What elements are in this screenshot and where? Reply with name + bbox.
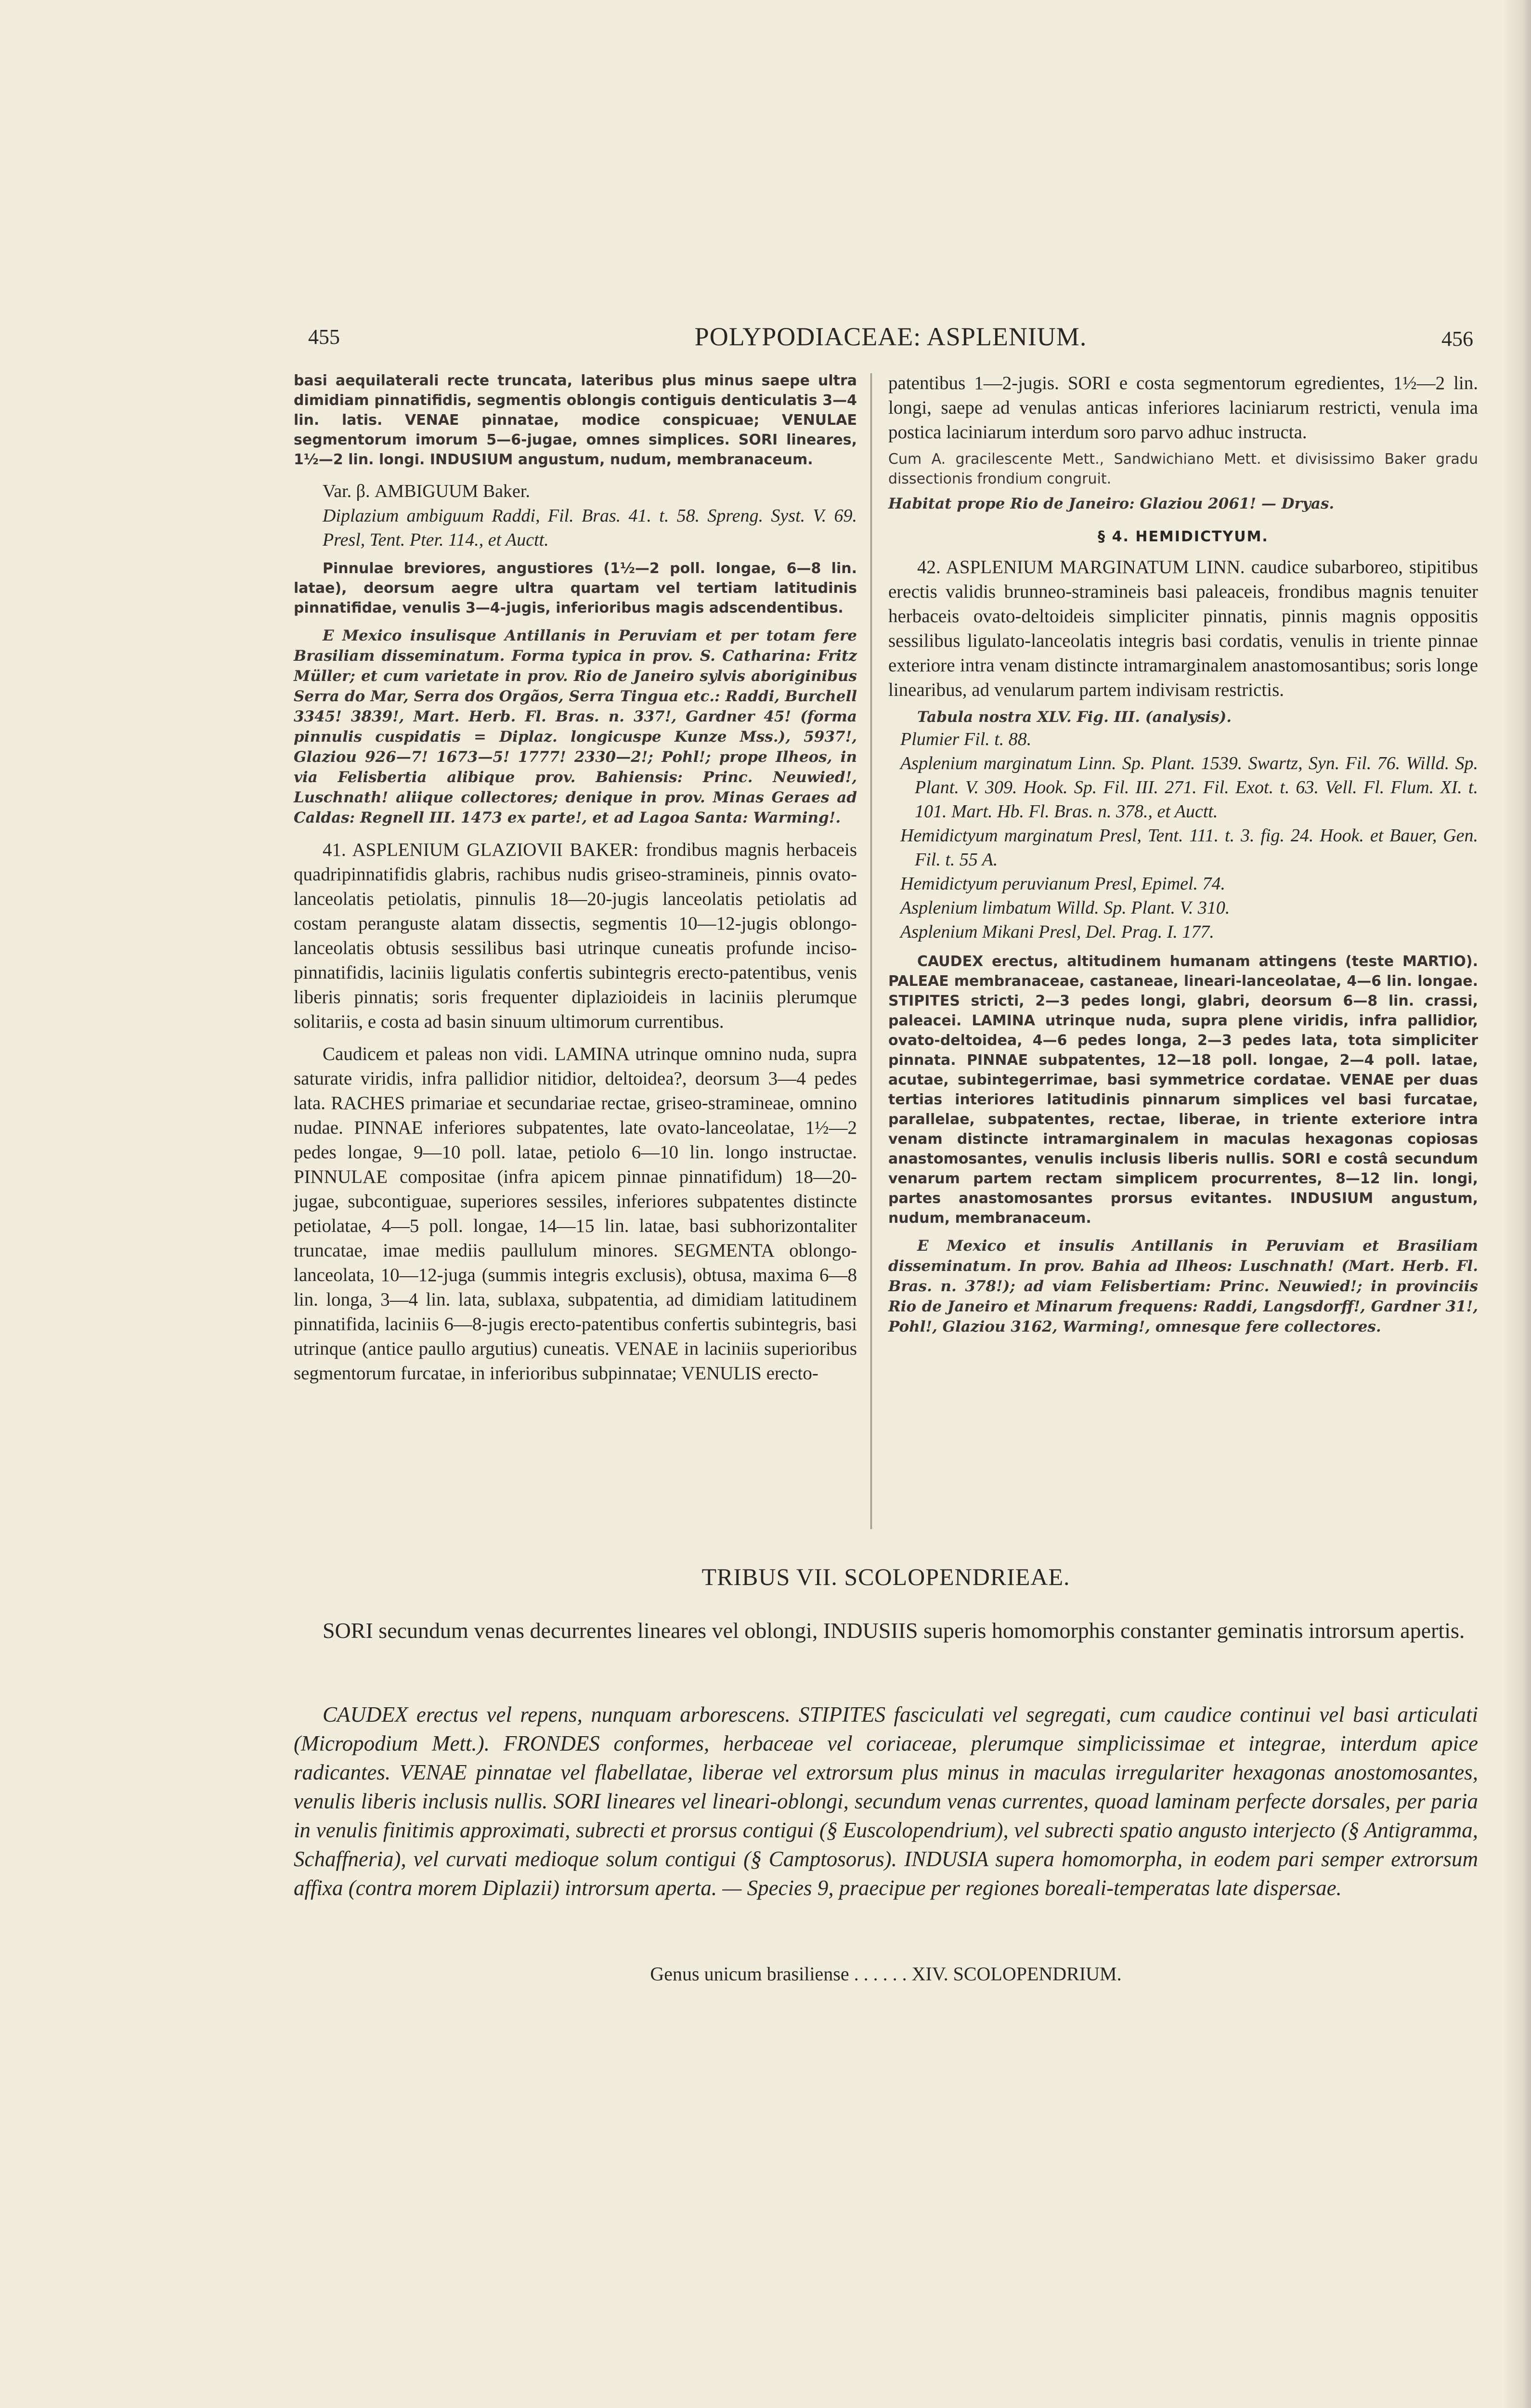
habitat: Habitat prope Rio de Janeiro: Glaziou 2061! — Dryas. (888, 495, 1335, 512)
right-column (888, 371, 1478, 1337)
synonym-entry: Hemidictyum marginatum Presl, Tent. 111. t. 3. fig. 24. Hook. et Bauer, Gen. Fil. t. 55 A. (900, 825, 1478, 870)
synonym-entry: Hemidictyum peruvianum Presl, Epimel. 74. (900, 874, 1226, 894)
species-41-description: Caudicem et paleas non vidi. LAMINA utrinque omnino nuda, supra saturate viridis, infra pallidior nitidior, deltoidea?, deorsum 3—4 pedes lata. RACHES primariae et secundariae rectae, griseo-stramineae, omnino nudae. PINNAE inferiores subpatentes, late ovato-lanceolatae, 1½—2 pedes longae, 9—10 poll. latae, petiolo 6—10 lin. longo instructae. PINNULAE compositae (infra apicem pinnae pinnatifidum) 18—20-jugae, subcontiguae, superiores sessiles, inferiores subpatentes distincte petiolatae, 4—5 poll. longae, 14—15 lin. latae, basi subhorizontaliter truncatae, imae mediis paullulum minores. SEGMENTA oblongo-lanceolata, 10—12-juga (summis integris exclusis), obtusa, maxima 6—8 lin. longa, 3—4 lin. lata, sublaxa, subpatentia, ad dimidiam latitudinem pinnatifida, laciniis 6—8-jugis erecto-patentibus confertis subintegris, basi utrinque (antice paullo argutius) cuneatis. VENAE in laciniis superioribus segmentorum furcatae, in inferioribus subpinnatae; VENULIS erecto- (294, 1044, 857, 1384)
description-continued: basi aequilaterali recte truncata, lateribus plus minus saepe ultra dimidiam pinnatifidis, segmentis oblongis contiguis denticulatis 3—4 lin. latis. VENAE pinnatae, modice conspicuae; VENULAE segmentorum imorum 5—6-jugae, omnes simplices. SORI lineares, 1½—2 lin. longi. INDUSIUM angustum, nudum, membranaceum. (294, 372, 857, 468)
species-42-distribution: E Mexico et insulis Antillanis in Peruviam et Brasiliam disseminatum. In prov. Bahia ad Ilheos: Luschnath! (Mart. Herb. Fl. Bras. n. 378!); ad viam Felisbertiam: Princ. Neuwied!; in provinciis Rio de Janeiro et Minarum frequens: Raddi, Langsdorff!, Gardner 31!, Pohl!, Glaziou 3162, Warming!, omnesque fere collectores. (888, 1237, 1478, 1335)
variety-synonymy: Diplazium ambiguum Raddi, Fil. Bras. 41. t. 58. Spreng. Syst. V. 69. Presl, Tent. Pter. 114., et Auctt. (323, 506, 857, 550)
page-header (308, 322, 1473, 360)
running-title: POLYPODIACEAE: ASPLENIUM. (694, 322, 1087, 351)
tribe-description: CAUDEX erectus vel repens, nunquam arborescens. STIPITES fasciculati vel segregati, cum caudice continui vel basi articulati (Micropodium Mett.). FRONDES conformes, herbaceae vel coriaceae, plerumque simplicissimae et integrae, interdum apice radicantes. VENAE pinnatae vel flabellatae, liberae vel extrorsum plus minus in maculas irregulariter hexagonas anostomosantes, venulis liberis inclusis nullis. SORI lineares vel lineari-oblongi, secundum venas currentes, quoad laminam perfecte dorsales, per paria in venulis finitimis approximati, subrecti et prorsus contigui (§ Euscolopendrium), vel subrecti spatio angusto interjecto (§ Antigramma, Schaffneria), vel curvati medioque solum contigui (§ Camptosorus). INDUSIA supera homomorpha, in eodem pari semper extrorsum affixa (contra morem Diplazii) introrsum aperta. — Species 9, praecipue per regiones boreali-temperatas late dispersae. (294, 1702, 1478, 1900)
column-divider (870, 373, 873, 1529)
page-number-right: 456 (1441, 327, 1473, 351)
species-42-description: CAUDEX erectus, altitudinem humanam attingens (teste MARTIO). PALEAE membranaceae, castaneae, lineari-lanceolatae, 4—6 lin. longae. STIPITES stricti, 2—3 pedes longi, glabri, deorsum 6—8 lin. crassi, paleacei. LAMINA utrinque nuda, supra plene viridis, infra pallidior, ovato-deltoidea, 4—6 pedes longa, 2—3 pedes lata, tota simpliciter pinnata. PINNAE subpatentes, 12—18 poll. longae, 2—4 poll. latae, acutae, subintegerrimae, basi symmetrice cordatae. VENAE per duas tertias interiores latitudinis pinnarum simplices vel basi furcatae, parallelae, subpatentes, rectae, liberae, in triente exteriore intra venam distincte intramarginalem in maculas hexagonas copiosas anastomosantes, venulis inclusis liberis nullis. SORI e costâ secundum venarum partem rectam simplicem procurrentes, 8—12 lin. longi, partes anastomosantes prorsus evitantes. INDUSIUM angustum, nudum, membranaceum. (888, 953, 1478, 1227)
affinity-note: Cum A. gracilescente Mett., Sandwichiano Mett. et divisissimo Baker gradu dissectionis frondium congruit. (888, 451, 1478, 487)
page-number-left: 455 (308, 325, 340, 349)
synonym-entry: Plumier Fil. t. 88. (900, 729, 1032, 749)
species-42-diagnosis: 42. ASPLENIUM MARGINATUM LINN. caudice subarboreo, stipitibus erectis validis brunneo-stramineis basi paleaceis, frondibus magnis tenuiter herbaceis ovato-deltoideis simpliciter pinnatis, pinnis magnis oppositis sessilibus ligulato-lanceolatis integris basi cordatis, venulis in triente pinnae exteriore intra venam distincte intramarginalem anastomosantibus; soris longe linearibus, ad venularum partem indivisam restrictis. (888, 557, 1478, 700)
genus-line: Genus unicum brasiliense . . . . . . XIV. SCOLOPENDRIUM. (650, 1963, 1122, 1985)
variety-heading: Var. β. AMBIGUUM Baker. (323, 481, 530, 501)
synonymy-list (888, 727, 1478, 944)
tribe-heading: TRIBUS VII. SCOLOPENDRIEAE. (701, 1563, 1070, 1590)
page-edge-shadow (1502, 0, 1531, 2408)
tribe-definition: SORI secundum venas decurrentes lineares vel oblongi, INDUSIIS superis homomorphis constanter geminatis introrsum apertis. (323, 1618, 1465, 1643)
species-41-diagnosis: 41. ASPLENIUM GLAZIOVII BAKER: frondibus magnis herbaceis quadripinnatifidis glabris, rachibus nudis griseo-stramineis, pinnis ovato-lanceolatis petiolatis, pinnulis 18—20-jugis lanceolatis petiolatis ad costam peranguste alatam dissectis, segmentis 10—12-jugis oblongo-lanceolatis obtusis sessilibus basi utrinque cuneatis profunde inciso-pinnatifidis, laciniis ligulatis confertis subintegris erecto-patentibus, venis liberis pinnatis; soris frequenter diplazioideis in laciniis plerumque solitariis, e costa ad basin sinuum ultimorum currentibus. (294, 839, 857, 1032)
variety-description: Pinnulae breviores, angustiores (1½—2 poll. longae, 6—8 lin. latae), deorsum aegre ultra quartam vel tertiam latitudinis pinnatifidae, venulis 3—4-jugis, inferioribus magis adscendentibus. (294, 560, 857, 616)
section-heading: § 4. HEMIDICTYUM. (1098, 528, 1269, 545)
plate-reference: Tabula nostra XLV. Fig. III. (analysis). (917, 708, 1232, 726)
left-column (294, 371, 857, 1386)
synonym-entry: Asplenium limbatum Willd. Sp. Plant. V. 310. (900, 898, 1230, 918)
description-continued-right: patentibus 1—2-jugis. SORI e costa segmentorum egredientes, 1½—2 lin. longi, saepe ad venulas anticas inferiores laciniarum restricti, venula ima postica laciniarum interdum soro parvo adhuc instructa. (888, 373, 1478, 443)
synonym-entry: Asplenium marginatum Linn. Sp. Plant. 1539. Swartz, Syn. Fil. 76. Willd. Sp. Plant. V. 309. Hook. Sp. Fil. III. 271. Fil. Exot. t. 63. Vell. Fl. Flum. XI. t. 101. Mart. Hb. Fl. Bras. n. 378., et Auctt. (900, 753, 1478, 822)
synonym-entry: Asplenium Mikani Presl, Del. Prag. I. 177. (900, 922, 1214, 942)
distribution: E Mexico insulisque Antillanis in Peruviam et per totam fere Brasiliam disseminatum. Forma typica in prov. S. Catharina: Fritz Müller; et cum varietate in prov. Rio de Janeiro sylvis aboriginibus Serra do Mar, Serra dos Orgãos, Serra Tingua etc.: Raddi, Burchell 3345! 3839!, Mart. Herb. Fl. Bras. n. 337!, Gardner 45! (forma pinnulis cuspidatis = Diplaz. longicuspe Kunze Mss.), 5937!, Glaziou 926—7! 1673—5! 1777! 2330—2!; Pohl!; prope Ilheos, in via Felisbertia alibique prov. Bahiensis: Princ. Neuwied!, Luschnath! aliique collectores; denique in prov. Minas Geraes ad Caldas: Regnell III. 1473 ex parte!, et ad Lagoa Santa: Warming!. (294, 627, 857, 826)
